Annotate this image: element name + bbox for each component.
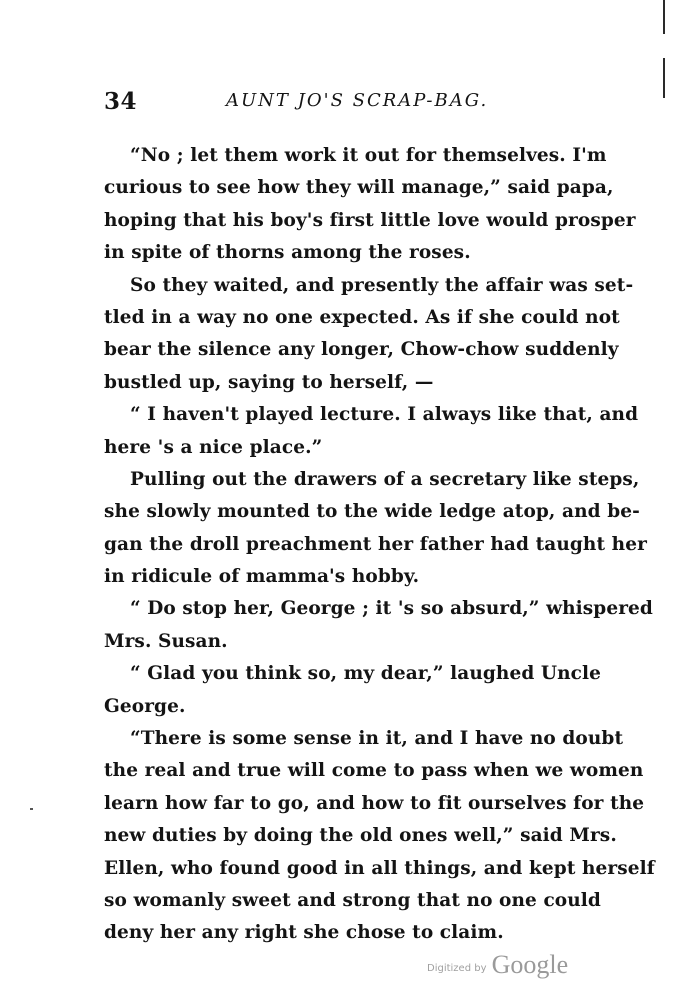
- page-header: [104, 88, 574, 118]
- text-line: bustled up, saying to herself, —: [104, 371, 434, 393]
- text-line: curious to see how they will manage,” said papa,: [104, 177, 614, 199]
- text-line: she slowly mounted to the wide ledge atop, and be-: [104, 501, 640, 523]
- text-line: so womanly sweet and strong that no one could: [104, 889, 601, 911]
- text-line: “There is some sense in it, and I have no doubt: [130, 728, 624, 750]
- text-line: bear the silence any longer, Chow-chow suddenly: [104, 339, 619, 361]
- text-line: in ridicule of mamma's hobby.: [104, 566, 420, 588]
- text-line: hoping that his boy's first little love would prosper: [104, 209, 636, 231]
- text-line: here 's a nice place.”: [104, 436, 323, 458]
- text-line: Ellen, who found good in all things, and kept herself: [104, 857, 655, 879]
- page-body: [104, 140, 655, 950]
- text-line: George.: [104, 695, 186, 717]
- text-line: So they waited, and presently the affair was set-: [130, 274, 634, 296]
- text-line: gan the droll preachment her father had taught her: [104, 533, 647, 555]
- scan-speck: [30, 808, 33, 810]
- text-line: Mrs. Susan.: [104, 630, 228, 652]
- digitized-by-google-watermark: [427, 950, 568, 980]
- text-line: deny her any right she chose to claim.: [104, 922, 504, 944]
- digitized-label: Digitized by: [427, 963, 487, 974]
- google-wordmark: Google: [491, 950, 569, 979]
- text-line: “No ; let them work it out for themselves. I'm: [130, 145, 607, 166]
- running-title: AUNT JO'S SCRAP-BAG.: [226, 90, 489, 111]
- text-line: new duties by doing the old ones well,” said Mrs.: [104, 825, 617, 847]
- text-line: learn how far to go, and how to fit ourselves for the: [104, 792, 645, 814]
- text-line: in spite of thorns among the roses.: [104, 242, 471, 264]
- scan-edge-mark: [663, 58, 665, 98]
- page-number: 34: [104, 88, 138, 115]
- text-line: Pulling out the drawers of a secretary like steps,: [130, 468, 640, 490]
- text-line: “ Do stop her, George ; it 's so absurd,” whispered: [130, 598, 653, 620]
- text-line: “ I haven't played lecture. I always like that, and: [130, 404, 639, 426]
- text-line: “ Glad you think so, my dear,” laughed Uncle: [130, 663, 602, 685]
- text-line: tled in a way no one expected. As if she could not: [104, 306, 620, 328]
- text-line: the real and true will come to pass when we women: [104, 760, 644, 782]
- scan-edge-mark: [663, 0, 665, 34]
